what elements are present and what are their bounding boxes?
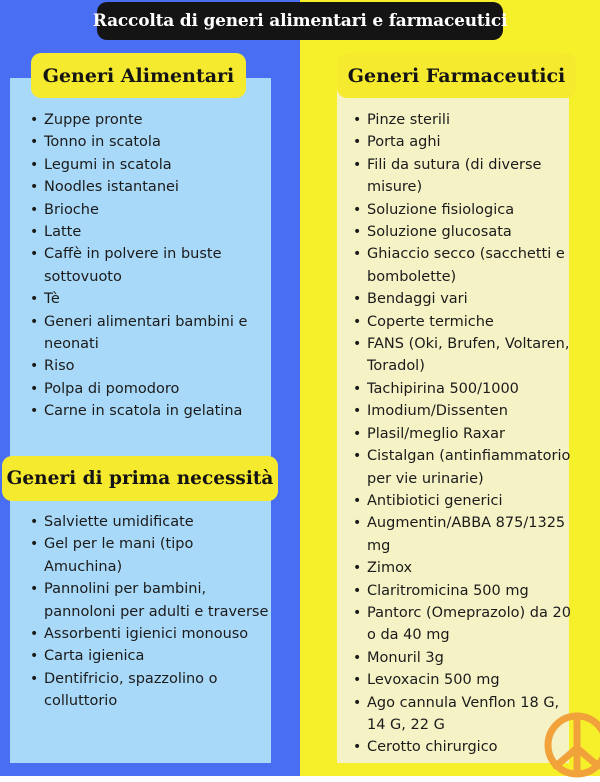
heading-generi-farmaceutici: Generi Farmaceutici	[337, 53, 576, 98]
list-item: • Tonno in scatola	[30, 131, 270, 153]
list-item: • Zuppe pronte	[30, 109, 270, 131]
list-item: • Monuril 3g	[353, 647, 575, 669]
list-item: • Augmentin/ABBA 875/1325 mg	[353, 512, 575, 557]
page-title: Raccolta di generi alimentari e farmaceutici	[92, 11, 508, 31]
list-item: • Tachipirina 500/1000	[353, 378, 575, 400]
heading-generi-alimentari: Generi Alimentari	[31, 53, 246, 98]
list-item: • FANS (Oki, Brufen, Voltaren, Toradol)	[353, 333, 575, 378]
list-item: • Salviette umidificate	[30, 511, 270, 533]
list-item: • Gel per le mani (tipo Amuchina)	[30, 533, 270, 578]
list-item: • Soluzione fisiologica	[353, 199, 575, 221]
list-item: • Cerotto chirurgico	[353, 736, 575, 758]
list-item: • Bendaggi vari	[353, 288, 575, 310]
list-item: • Fili da sutura (di diverse misure)	[353, 154, 575, 199]
list-item: • Polpa di pomodoro	[30, 378, 270, 400]
list-item: • Brioche	[30, 199, 270, 221]
list-item: • Legumi in scatola	[30, 154, 270, 176]
list-item: • Pannolini per bambini, pannoloni per adulti e traverse	[30, 578, 270, 623]
list-item: • Noodles istantanei	[30, 176, 270, 198]
list-item: • Ago cannula Venflon 18 G, 14 G, 22 G	[353, 692, 575, 737]
list-item: • Generi alimentari bambini e neonati	[30, 311, 270, 356]
list-item: • Dentifricio, spazzolino o colluttorio	[30, 668, 270, 713]
list-item: • Antibiotici generici	[353, 490, 575, 512]
list-item: • Assorbenti igienici monouso	[30, 623, 270, 645]
list-generi-alimentari	[30, 109, 270, 423]
list-item: • Tè	[30, 288, 270, 310]
list-generi-farmaceutici	[353, 109, 575, 759]
list-item: • Porta aghi	[353, 131, 575, 153]
list-item: • Caffè in polvere in buste sottovuoto	[30, 243, 270, 288]
list-item: • Plasil/meglio Raxar	[353, 423, 575, 445]
title-banner	[92, 2, 508, 40]
list-item: • Ghiaccio secco (sacchetti e bombolette)	[353, 243, 575, 288]
list-generi-prima-necessita	[30, 511, 270, 713]
list-item: • Riso	[30, 355, 270, 377]
list-item: • Carta igienica	[30, 645, 270, 667]
list-item: • Pantorc (Omeprazolo) da 20 o da 40 mg	[353, 602, 575, 647]
list-item: • Coperte termiche	[353, 311, 575, 333]
list-item: • Imodium/Dissenten	[353, 400, 575, 422]
list-item: • Carne in scatola in gelatina	[30, 400, 270, 422]
list-item: • Zimox	[353, 557, 575, 579]
list-item: • Claritromicina 500 mg	[353, 580, 575, 602]
list-item: • Soluzione glucosata	[353, 221, 575, 243]
list-item: • Pinze sterili	[353, 109, 575, 131]
list-item: • Latte	[30, 221, 270, 243]
heading-generi-prima-necessita: Generi di prima necessità	[2, 456, 278, 501]
list-item: • Cistalgan (antinfiammatorio per vie urinarie)	[353, 445, 575, 490]
list-item: • Levoxacin 500 mg	[353, 669, 575, 691]
peace-symbol-icon	[540, 708, 600, 782]
